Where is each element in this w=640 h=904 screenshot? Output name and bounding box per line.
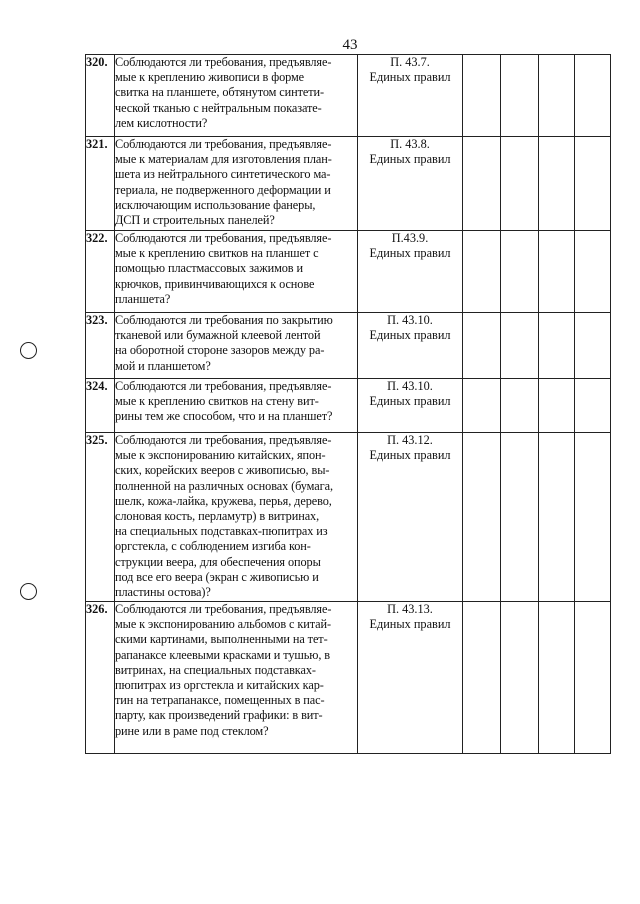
rule-reference: П. 43.10. Единых правил xyxy=(358,313,463,379)
answer-cell xyxy=(575,433,611,602)
row-number: 323. xyxy=(86,313,115,379)
answer-cell xyxy=(501,55,539,137)
rule-reference: П. 43.10. Единых правил xyxy=(358,379,463,433)
answer-cell xyxy=(575,313,611,379)
answer-cell xyxy=(575,55,611,137)
answer-cell xyxy=(575,137,611,231)
row-number: 321. xyxy=(86,137,115,231)
question-text: Соблюдаются ли требования, предъявляе- мые к креплению свитков на стену вит- рины тем же способом, что и на планшет? xyxy=(115,379,358,433)
answer-cell xyxy=(539,433,575,602)
question-text: Соблюдаются ли требования, предъявляе- мые к материалам для изготовления план- шета из нейтрального синтетического ма- териала, не подверженного деформации и исключающим использование фанеры, ДСП и строительных панелей? xyxy=(115,137,358,231)
answer-cell xyxy=(463,231,501,313)
rule-reference: П. 43.12. Единых правил xyxy=(358,433,463,602)
table-row xyxy=(86,137,611,231)
row-number: 320. xyxy=(86,55,115,137)
answer-cell xyxy=(575,231,611,313)
table-row xyxy=(86,231,611,313)
answer-cell xyxy=(501,231,539,313)
table-row xyxy=(86,379,611,433)
answer-cell xyxy=(463,602,501,754)
answer-cell xyxy=(539,602,575,754)
table-row xyxy=(86,433,611,602)
answer-cell xyxy=(539,379,575,433)
row-number: 322. xyxy=(86,231,115,313)
question-text: Соблюдаются ли требования, предъявляе- мые к креплению живописи в форме свитка на планшете, обтянутом синтети- ческой тканью с нейтральным показате- лем кислотности? xyxy=(115,55,358,137)
table-row xyxy=(86,602,611,754)
table-row xyxy=(86,313,611,379)
answer-cell xyxy=(575,379,611,433)
answer-cell xyxy=(501,379,539,433)
row-number: 325. xyxy=(86,433,115,602)
rule-reference: П. 43.13. Единых правил xyxy=(358,602,463,754)
row-number: 324. xyxy=(86,379,115,433)
row-number: 326. xyxy=(86,602,115,754)
punch-hole-bottom xyxy=(20,583,37,600)
answer-cell xyxy=(539,231,575,313)
page-number: 43 xyxy=(342,37,358,53)
answer-cell xyxy=(463,137,501,231)
answer-cell xyxy=(501,602,539,754)
rule-reference: П. 43.8. Единых правил xyxy=(358,137,463,231)
answer-cell xyxy=(501,313,539,379)
answer-cell xyxy=(463,313,501,379)
answer-cell xyxy=(463,433,501,602)
answer-cell xyxy=(575,602,611,754)
answer-cell xyxy=(539,55,575,137)
answer-cell xyxy=(463,55,501,137)
answer-cell xyxy=(539,137,575,231)
answer-cell xyxy=(539,313,575,379)
question-text: Соблюдаются ли требования, предъявляе- мые к экспонированию китайских, япон- ских, корейских вееров с живописью, вы- полненной на различных основах (бумага, шелк, кожа-лайка, кружева, перья, дерево, слоновая кость, перламутр) в витринах, на специальных подставках-пюпитрах из оргстекла, с соблюдением изгиба кон- струкции веера, для обеспечения опоры под все его веера (экран с живописью и пластины остова)? xyxy=(115,433,358,602)
question-text: Соблюдаются ли требования, предъявляе- мые к экспонированию альбомов с китай- скими картинами, выполненными на тет- рапанаксе клеевыми красками и тушью, в витринах, на специальных подставках- пюпитрах из оргстекла и китайских кар- тин на тетрапанаксе, помещенных в пас- парту, как произведений графики: в вит- рине или в раме под стеклом? xyxy=(115,602,358,754)
answer-cell xyxy=(501,433,539,602)
rule-reference: П. 43.7. Единых правил xyxy=(358,55,463,137)
answer-cell xyxy=(501,137,539,231)
question-text: Соблюдаются ли требования по закрытию тканевой или бумажной клеевой лентой на оборотной стороне зазоров между ра- мой и планшетом? xyxy=(115,313,358,379)
table-row xyxy=(86,55,611,137)
punch-hole-top xyxy=(20,342,37,359)
answer-cell xyxy=(463,379,501,433)
question-text: Соблюдаются ли требования, предъявляе- мые к креплению свитков на планшет с помощью пластмассовых зажимов и крючков, привинчивающихся к основе планшета? xyxy=(115,231,358,313)
checklist-table xyxy=(85,54,611,754)
rule-reference: П.43.9. Единых правил xyxy=(358,231,463,313)
